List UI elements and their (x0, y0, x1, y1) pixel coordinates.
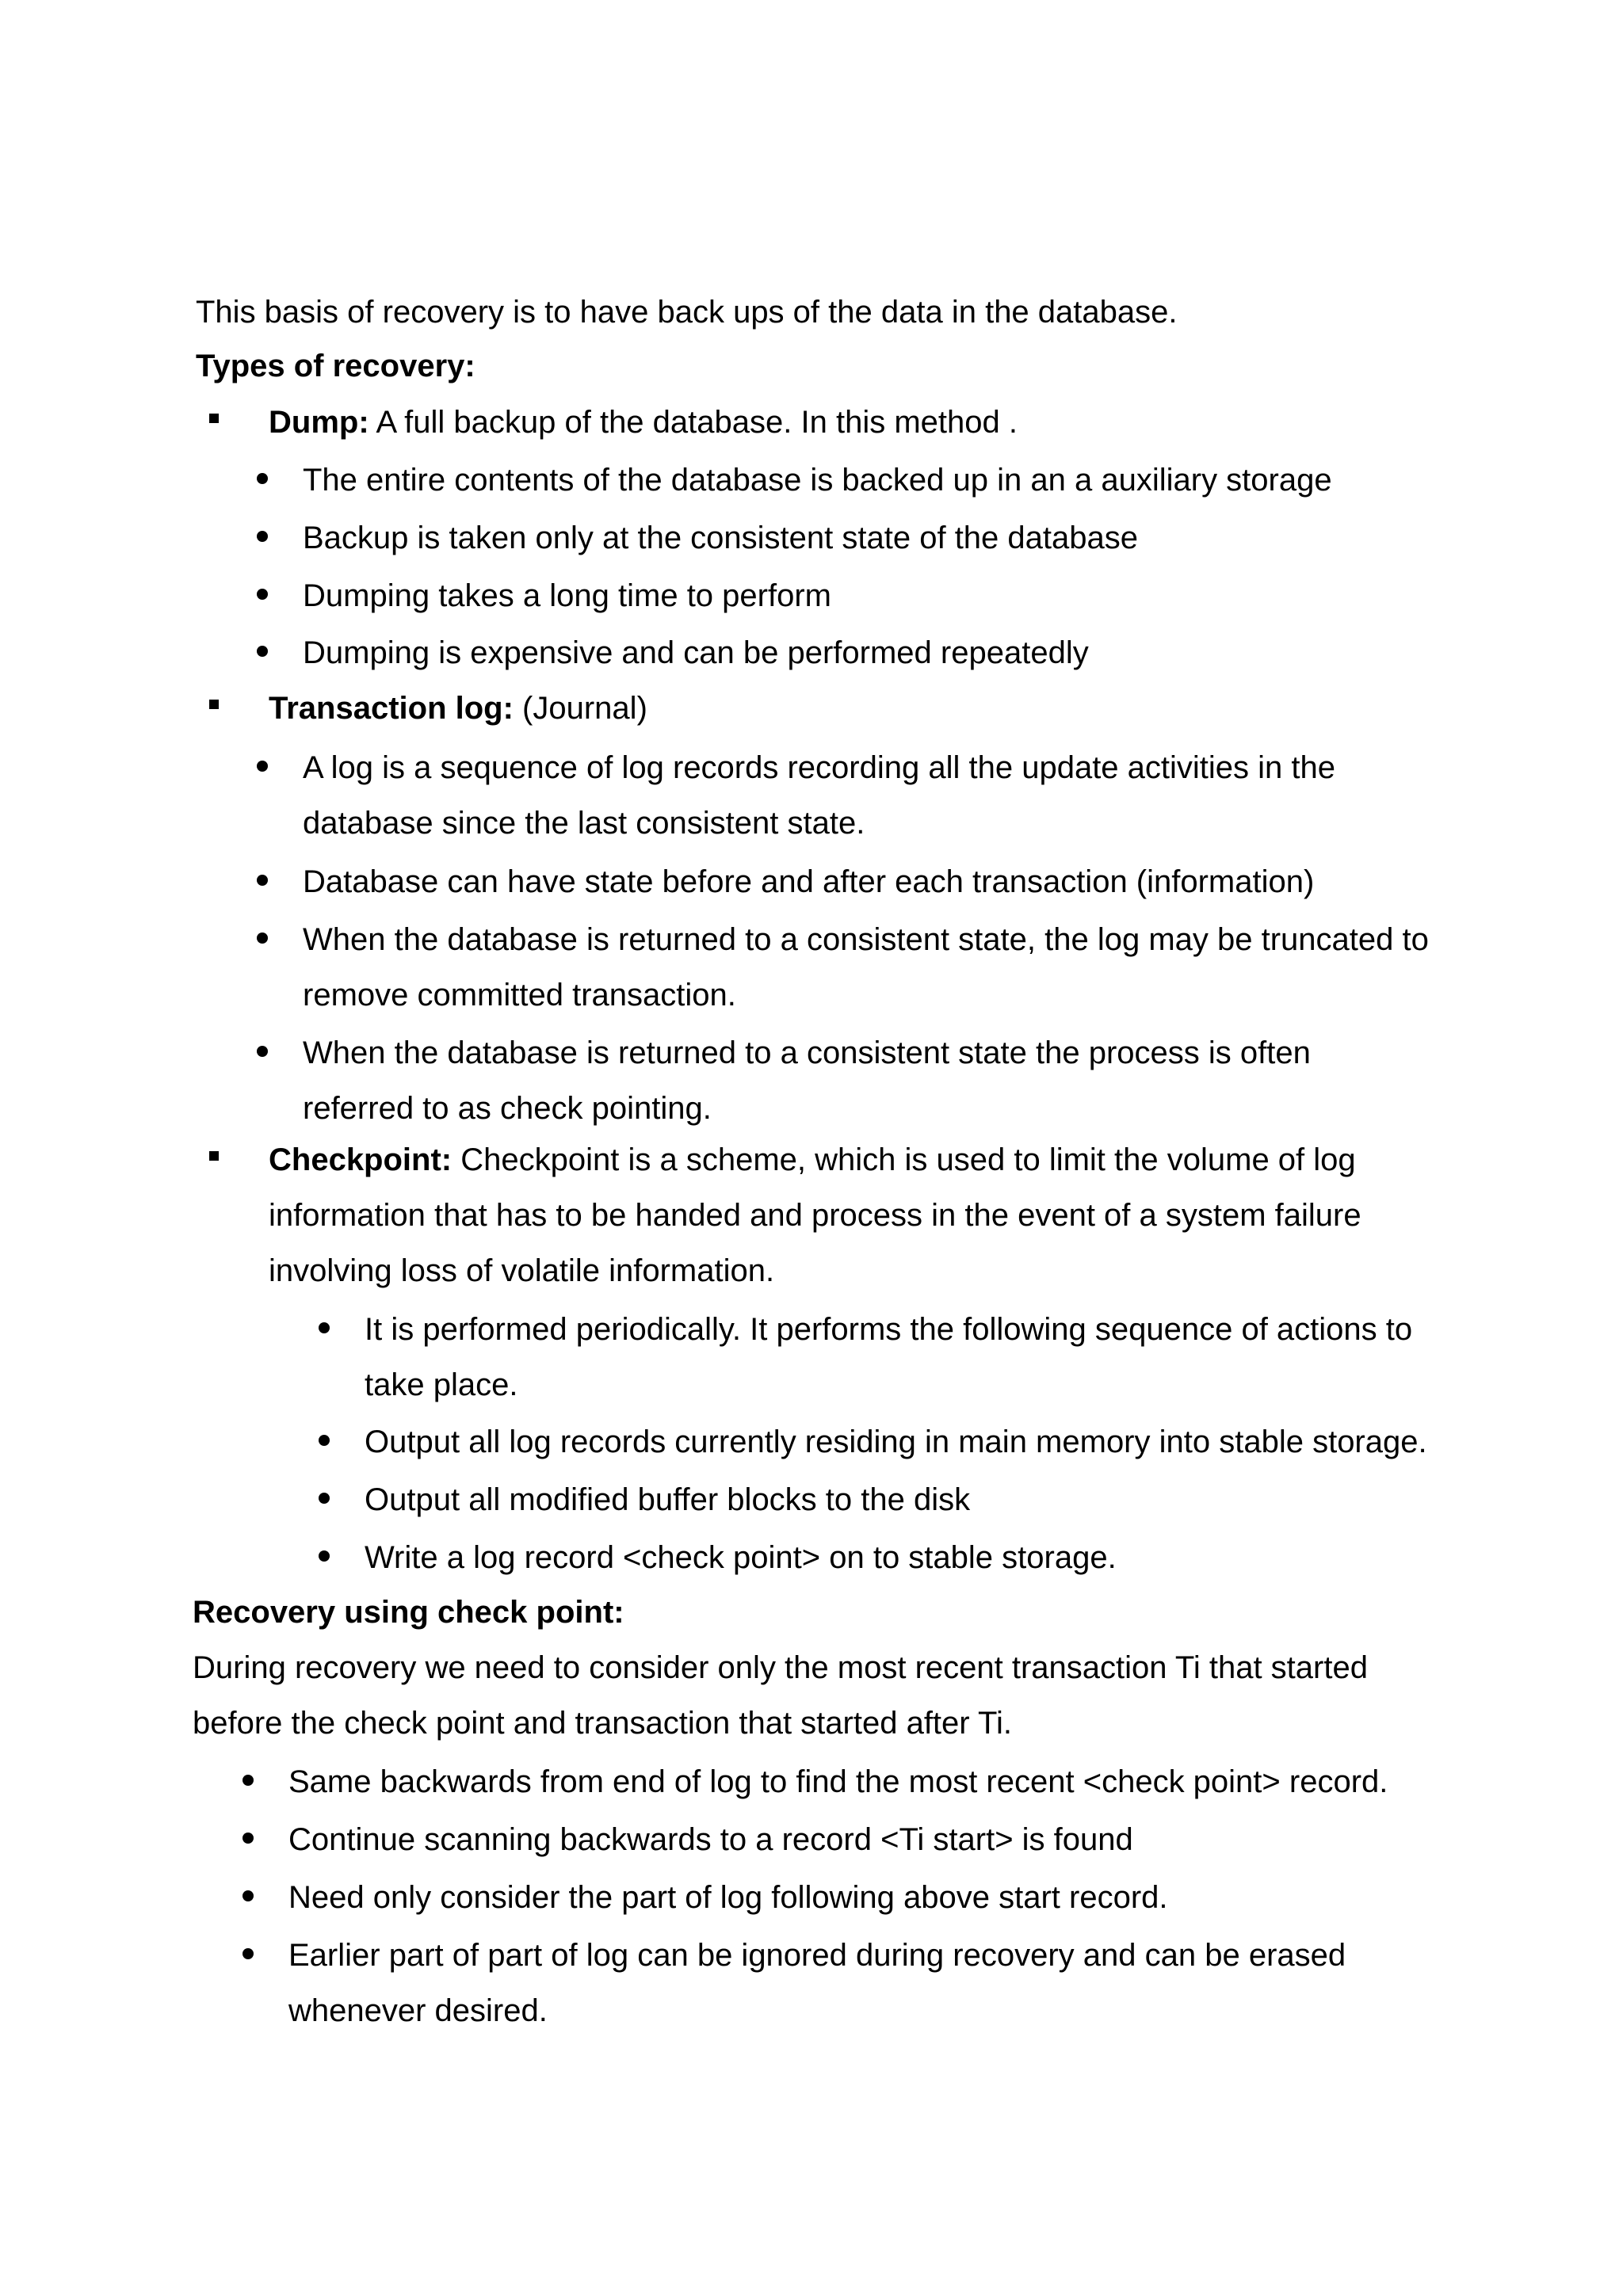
bullet-icon (242, 1890, 254, 1901)
log-bullet-2: Database can have state before and after each transaction (information) (303, 864, 1315, 899)
bullet-icon (257, 761, 268, 772)
log-bullet-1-line-1: A log is a sequence of log records recording all the update activities in the (303, 750, 1336, 785)
bullet-icon (257, 875, 268, 886)
bullet-icon (242, 1833, 254, 1844)
bullet-icon (319, 1322, 330, 1333)
log-text: (Journal) (513, 691, 647, 726)
checkpoint-label: Checkpoint: (269, 1142, 453, 1177)
checkpoint-bullet-1-line-2: take place. (365, 1367, 518, 1402)
bullet-icon (319, 1493, 330, 1504)
log-bullet-4-line-2: referred to as check pointing. (303, 1091, 712, 1126)
recovery-heading: Recovery using check point: (193, 1595, 624, 1630)
bullet-icon (257, 531, 268, 542)
dump-bullet-1: The entire contents of the database is backed up in an a auxiliary storage (303, 463, 1332, 498)
bullet-icon (242, 1775, 254, 1786)
log-bullet-1-line-2: database since the last consistent state. (303, 806, 865, 841)
recovery-line-1: During recovery we need to consider only the most recent transaction Ti that started (193, 1650, 1368, 1685)
bullet-icon (319, 1550, 330, 1562)
bullet-icon (242, 1948, 254, 1959)
recovery-bullet-4-line-2: whenever desired. (288, 1993, 548, 2028)
intro-text: This basis of recovery is to have back ups of the data in the database. (196, 295, 1178, 330)
dump-item (269, 406, 1018, 438)
dump-bullet-4: Dumping is expensive and can be performed repeatedly (303, 635, 1089, 670)
recovery-bullet-4-line-1: Earlier part of part of log can be ignored during recovery and can be erased (288, 1938, 1346, 1973)
checkpoint-bullet-1-line-1: It is performed periodically. It performs the following sequence of actions to (365, 1312, 1413, 1347)
types-heading: Types of recovery: (196, 349, 475, 383)
checkpoint-line-1 (269, 1144, 1356, 1176)
checkpoint-text: Checkpoint is a scheme, which is used to limit the volume of log (452, 1142, 1356, 1177)
bullet-icon (257, 473, 268, 484)
dump-bullet-2: Backup is taken only at the consistent state of the database (303, 521, 1139, 555)
checkpoint-line-3: involving loss of volatile information. (269, 1253, 775, 1288)
bullet-icon (257, 589, 268, 600)
recovery-line-2: before the check point and transaction that started after Ti. (193, 1706, 1012, 1741)
checkpoint-bullet-2: Output all log records currently residing in main memory into stable storage. (365, 1425, 1427, 1459)
dump-text: A full backup of the database. In this method . (369, 405, 1018, 440)
bullet-icon (257, 933, 268, 944)
log-bullet-3-line-1: When the database is returned to a consistent state, the log may be truncated to (303, 922, 1429, 957)
bullet-icon (319, 1435, 330, 1446)
square-bullet-icon (209, 414, 219, 423)
dump-label: Dump: (269, 405, 369, 440)
bullet-icon (257, 646, 268, 657)
square-bullet-icon (209, 1151, 219, 1161)
log-bullet-4-line-1: When the database is returned to a consistent state the process is often (303, 1035, 1311, 1070)
checkpoint-line-2: information that has to be handed and process in the event of a system failure (269, 1198, 1361, 1233)
log-item (269, 692, 647, 724)
log-bullet-3-line-2: remove committed transaction. (303, 978, 736, 1013)
checkpoint-bullet-3: Output all modified buffer blocks to the disk (365, 1482, 971, 1517)
bullet-icon (257, 1046, 268, 1057)
recovery-bullet-1: Same backwards from end of log to find the most recent <check point> record. (288, 1764, 1388, 1799)
recovery-bullet-3: Need only consider the part of log following above start record. (288, 1880, 1168, 1915)
log-label: Transaction log: (269, 691, 514, 726)
square-bullet-icon (209, 700, 219, 709)
dump-bullet-3: Dumping takes a long time to perform (303, 578, 831, 613)
recovery-bullet-2: Continue scanning backwards to a record <Ti start> is found (288, 1822, 1133, 1857)
checkpoint-bullet-4: Write a log record <check point> on to stable storage. (365, 1540, 1117, 1575)
